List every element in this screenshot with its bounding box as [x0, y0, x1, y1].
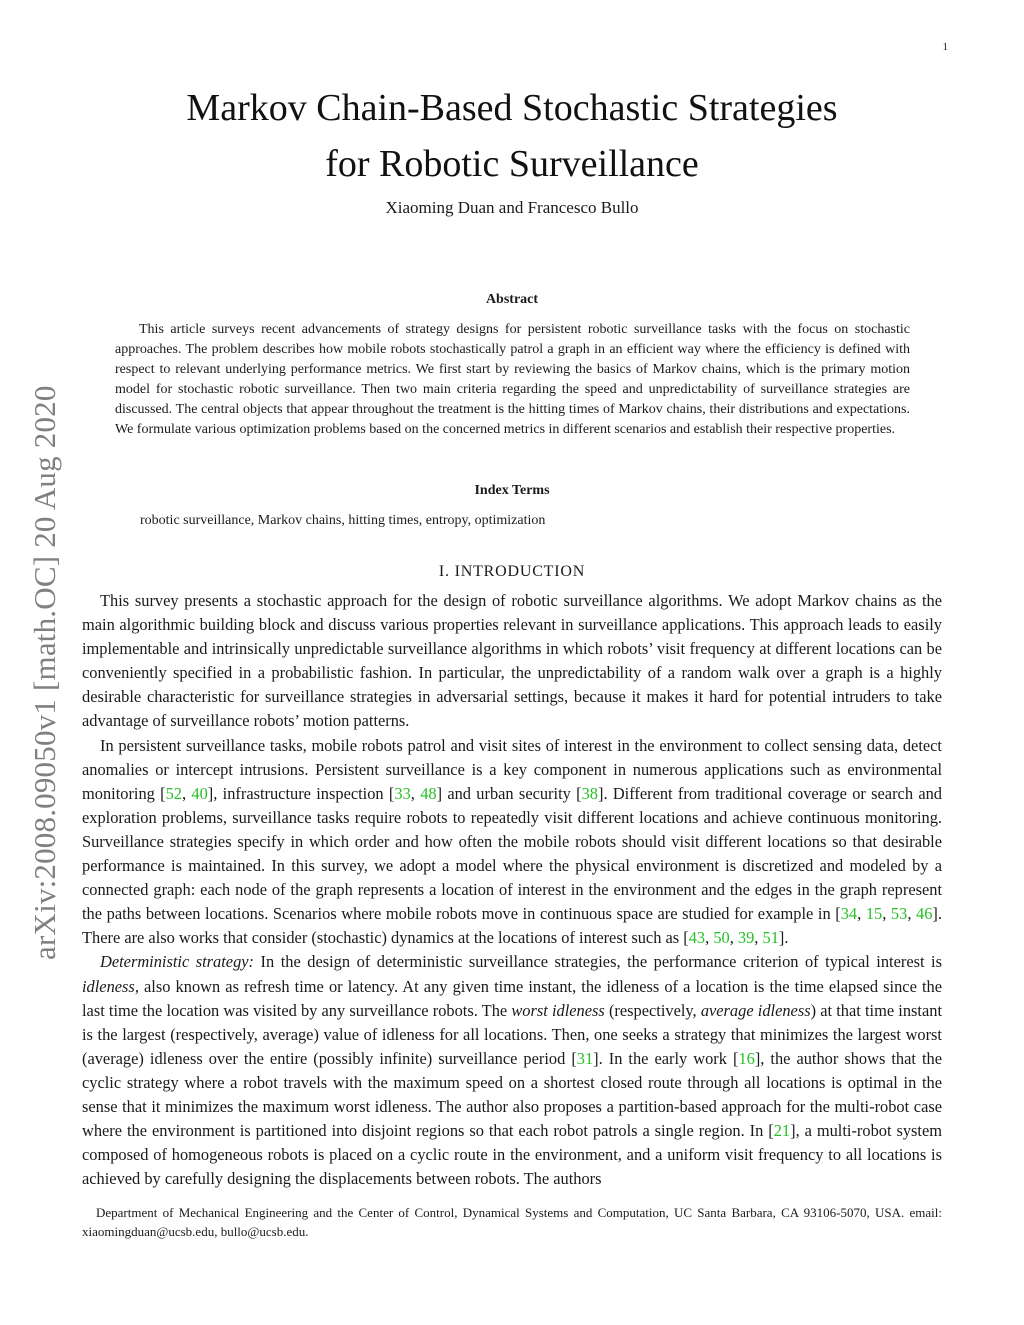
- emphasis: idleness: [82, 976, 135, 996]
- text-run: ]. Different from traditional coverage or search and exploration problems, surveillance tasks require robots to repeatedly visit different locations and achieve continuous monitoring. Surveillance strategies specify in which order and how often the mobile robots should visit different locations so that desirable performance is maintained. In this survey, we adopt a model where the physical environment is discretized and modeled by a connected graph: each node of the graph represents a location of interest in the environment and the edges in the graph represent the paths between locations. Scenarios where mobile robots move in continuous space are studied for example in [: [82, 783, 942, 924]
- abstract-body: This article surveys recent advancements of strategy designs for persistent robotic surveillance tasks with the focus on stochastic approaches. The problem describes how mobile robots stochastically patrol a graph in an efficient way where the efficiency is defined with respect to relevant underlying performance metrics. We first start by reviewing the basics of Markov chains, which is the primary motion model for stochastic robotic surveillance. Then two main criteria regarding the speed and unpredictability of surveillance strategies are discussed. The central objects that appear throughout the treatment is the hitting times of Markov chains, their distributions and expectations. We formulate various optimization problems based on the concerned metrics in different scenarios and establish their respective properties.: [115, 322, 910, 437]
- text-run: ) at that time instant is the largest (respectively, average) value of idleness for all locations. Then, one seeks a strategy that minimizes the largest worst (average) idleness over the entire (possibly infinite) surveillance period [: [82, 1000, 942, 1068]
- citation-link[interactable]: 51: [762, 928, 779, 948]
- emphasis: average idleness: [700, 1000, 811, 1020]
- text-run: ,: [882, 904, 891, 924]
- citation-link[interactable]: 31: [576, 1048, 594, 1068]
- paragraph-label: Deterministic strategy:: [100, 952, 255, 972]
- citation-link[interactable]: 16: [738, 1048, 755, 1068]
- paragraph-1: This survey presents a stochastic approach for the design of robotic surveillance algorithms. We adopt Markov chains as the main algorithmic building block and discuss various properties relevant in surveillance applications. This approach leads to easily implementable and intrinsically unpredictable surveillance algorithms in which robots’ visit frequency at different locations can be conveniently specified in a probabilistic fashion. In particular, the unpredictability of a random walk over a graph is a highly desirable characteristic for surveillance strategies in adversarial settings, because it makes it hard for potential intruders to take advantage of surveillance robots’ motion patterns.: [82, 591, 942, 731]
- text-run: ,: [857, 904, 866, 924]
- emphasis: worst idleness: [511, 1000, 605, 1020]
- citation-link[interactable]: 33: [394, 783, 411, 803]
- text-run: ,: [729, 928, 738, 948]
- text-run: In persistent surveillance tasks, mobile robots patrol and visit sites of interest in the environment to collect sensing data, detect anomalies or intercept intrusions. Persistent surveillance is a key component in numerous applications such as environmental monitoring [: [82, 735, 942, 803]
- introduction-body: [82, 589, 942, 1191]
- abstract-heading: Abstract: [485, 292, 539, 307]
- citation-link[interactable]: 34: [840, 904, 858, 924]
- paragraph-3: [82, 950, 942, 1191]
- text-run: ]. There are also works that consider (stochastic) dynamics at the locations of interest such as [: [82, 904, 942, 948]
- text-run: In the design of deterministic surveillance strategies, the performance criterion of typical interest is: [254, 952, 942, 972]
- citation-link[interactable]: 15: [865, 904, 883, 924]
- paragraph-2: [82, 734, 942, 951]
- text-run: ], infrastructure inspection [: [207, 783, 395, 803]
- text-run: ]. In the early work [: [593, 1048, 739, 1068]
- text-run: ,: [182, 783, 192, 803]
- citation-link[interactable]: 50: [713, 928, 730, 948]
- title-line-1: Markov Chain-Based Stochastic Strategies: [186, 87, 838, 129]
- citation-link[interactable]: 39: [737, 928, 755, 948]
- authors: Xiaoming Duan and Francesco Bullo: [385, 198, 639, 217]
- citation-link[interactable]: 40: [191, 783, 208, 803]
- page-number: 1: [942, 41, 948, 53]
- section-heading-introduction: I. INTRODUCTION: [438, 563, 586, 580]
- text-run: ], a multi-robot system composed of homogeneous robots is placed on a cyclic route in the environment, and a uniform visit frequency to all locations is achieved by carefully designing the displacements between robots. The authors: [82, 1121, 942, 1189]
- citation-link[interactable]: 21: [773, 1121, 791, 1141]
- citation-link[interactable]: 43: [688, 928, 706, 948]
- footnote: Department of Mechanical Engineering and the Center of Control, Dynamical Systems and Computation, UC Santa Barbara, CA 93106-5070, USA. email: xiaomingduan@ucsb.edu, bullo@ucsb.edu.: [82, 1205, 942, 1239]
- text-run: (respectively,: [604, 1000, 701, 1020]
- text-run: ,: [907, 904, 917, 924]
- index-terms-heading: Index Terms: [474, 483, 550, 498]
- text-run: ].: [778, 928, 789, 948]
- title-line-2: for Robotic Surveillance: [325, 143, 699, 185]
- text-run: , also known as refresh time or latency. At any given time instant, the idleness of a location is the time elapsed since the last time the location was visited by any surveillance robots. The: [82, 976, 942, 1020]
- citation-link[interactable]: 46: [916, 904, 933, 924]
- index-terms-body: robotic surveillance, Markov chains, hitting times, entropy, optimization: [140, 513, 546, 528]
- citation-link[interactable]: 52: [165, 783, 182, 803]
- paper-title: [82, 80, 942, 192]
- citation-link[interactable]: 38: [581, 783, 598, 803]
- citation-link[interactable]: 53: [890, 904, 908, 924]
- text-run: ,: [410, 783, 421, 803]
- arxiv-stamp: arXiv:2008.09050v1 [math.OC] 20 Aug 2020: [27, 385, 62, 960]
- text-run: ], the author shows that the cyclic strategy where a robot travels with the maximum speed on a shortest closed route through all locations is optimal in the sense that it minimizes the maximum worst idleness. The author also proposes a partition-based approach for the multi-robot case where the environment is partitioned into disjoint regions so that each robot patrols a single region. In [: [82, 1048, 942, 1141]
- text-run: ,: [705, 928, 714, 948]
- citation-link[interactable]: 48: [420, 783, 437, 803]
- text-run: ,: [754, 928, 763, 948]
- text-run: ] and urban security [: [436, 783, 582, 803]
